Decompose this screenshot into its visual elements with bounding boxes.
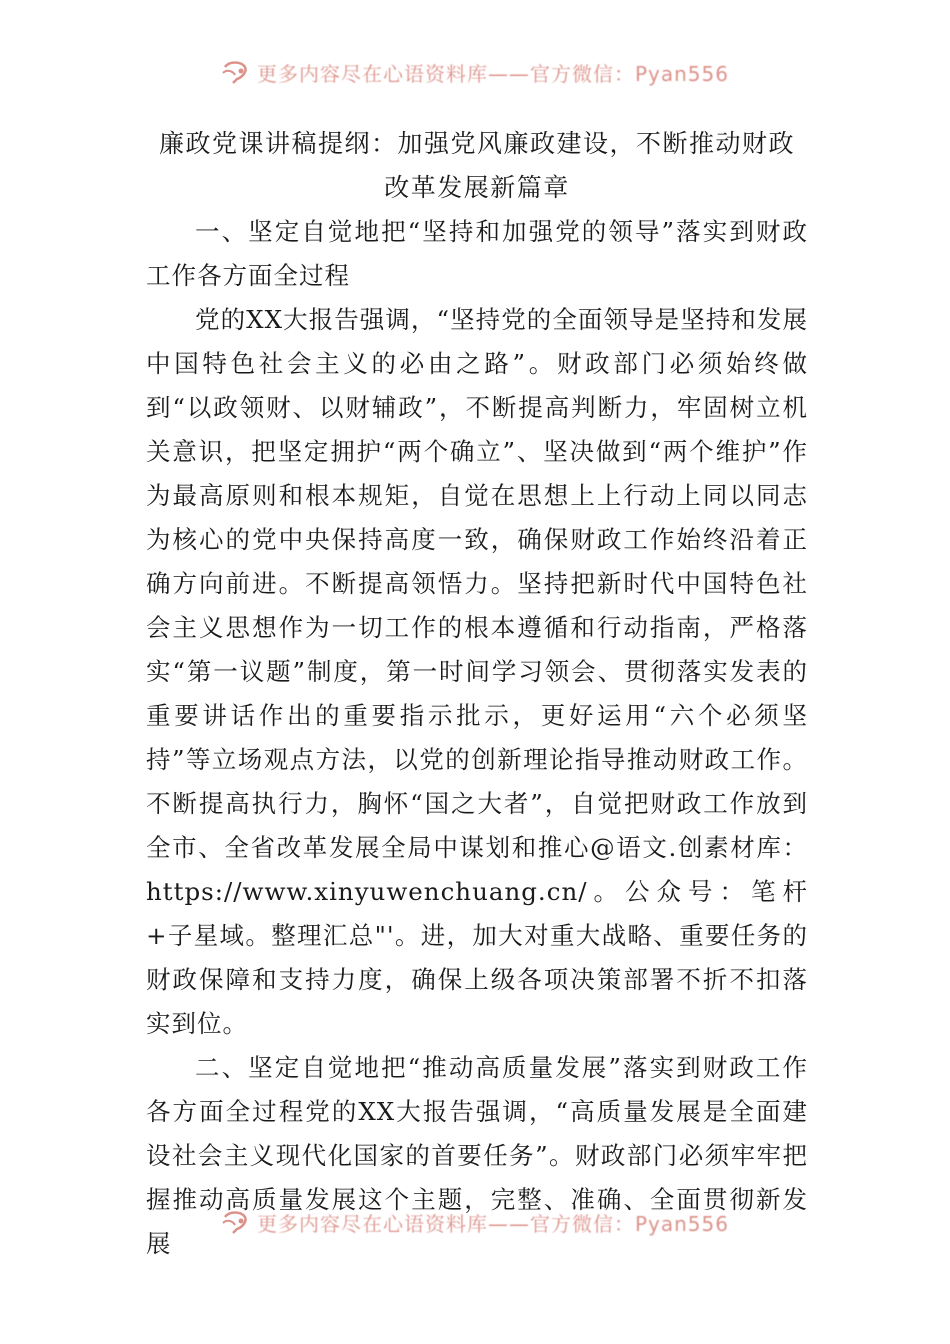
document-title: 廉政党课讲稿提纲：加强党风廉政建设，不断推动财政改革发展新篇章 [158,129,795,202]
logo-icon [221,1209,251,1235]
section-heading-2: 二、坚定自觉地把“推动高质量发展”落实到财政工作各方面全过程党的XX大报告强调，“高质量发展是全面建设社会主义现代化国家的首要任务”。财政部门必须牢牢把握推动高质量发展这个主题，完整、准确、全面贯彻新发展 [146,1053,808,1258]
section-heading-1: 一、坚定自觉地把“坚持和加强党的领导”落实到财政工作各方面全过程 [146,217,808,290]
footer-watermark-text: 更多内容尽在心语资料库——官方微信：Pyan556 [256,1211,729,1236]
header-watermark-banner [0,54,950,90]
header-watermark-text: 更多内容尽在心语资料库——官方微信：Pyan556 [256,61,729,86]
footer-watermark-banner [0,1204,950,1240]
document-body [146,122,808,1266]
body-paragraph-1: 党的XX大报告强调，“坚持党的全面领导是坚持和发展中国特色社会主义的必由之路”。财政部门必须始终做到“以政领财、以财辅政”，不断提高判断力，牢固树立机关意识，把坚定拥护“两个确立”、坚决做到“两个维护”作为最高原则和根本规矩，自觉在思想上上行动上同以同志为核心的党中央保持高度一致，确保财政工作始终沿着正确方向前进。不断提高领悟力。坚持把新时代中国特色社会主义思想作为一切工作的根本遵循和行动指南，严格落实“第一议题”制度，第一时间学习领会、贯彻落实发表的重要讲话作出的重要指示批示，更好运用“六个必须坚持”等立场观点方法，以党的创新理论指导推动财政工作。不断提高执行力，胸怀“国之大者”，自觉把财政工作放到全市、全省改革发展全局中谋划和推心@语文.创素材库：https://www.xinyuwenchuang.cn/。公众号：笔杆+子星域。整理汇总"'。进，加大对重大战略、重要任务的财政保障和支持力度，确保上级各项决策部署不折不扣落实到位。 [146,305,808,1038]
logo-icon [221,59,251,85]
